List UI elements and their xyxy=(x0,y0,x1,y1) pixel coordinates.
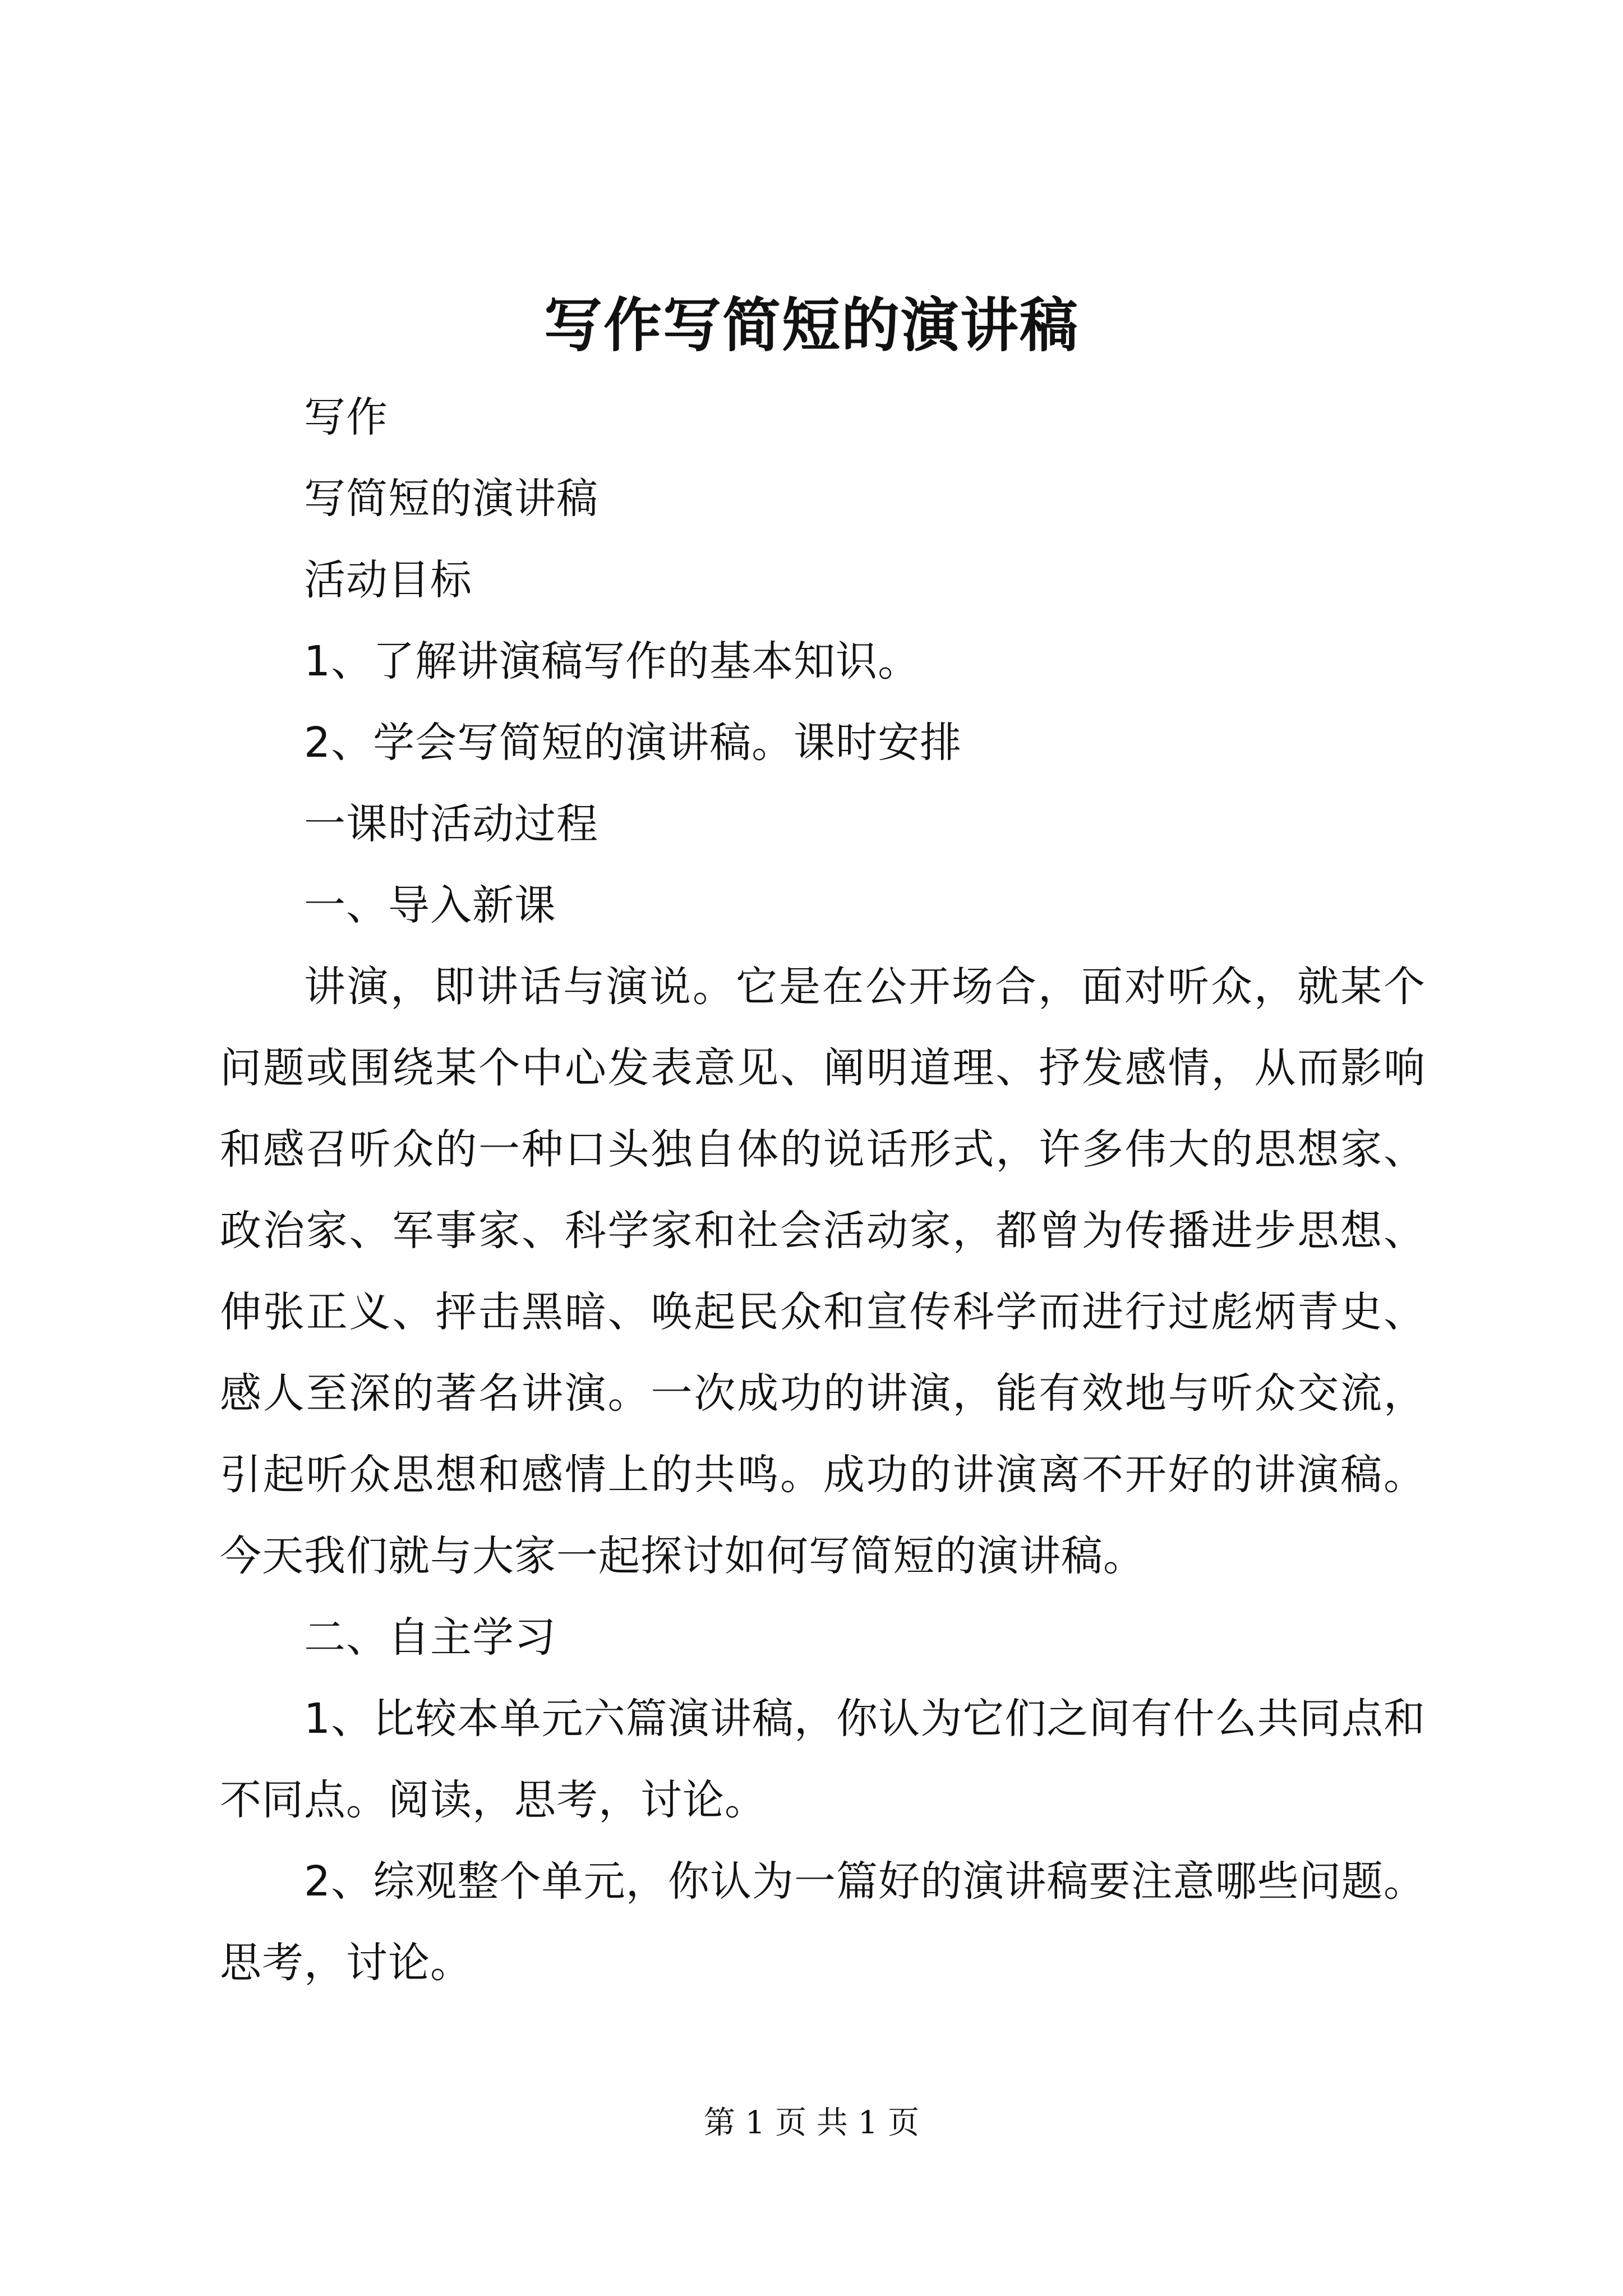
paragraph-task-2: 2、综观整个单元，你认为一篇好的演讲稿要注意哪些问题。思考，讨论。 xyxy=(220,1857,1426,1987)
text-line-topic: 写简短的演讲稿 xyxy=(304,475,598,523)
section-heading-intro: 一、导入新课 xyxy=(304,881,556,930)
section-heading-self-study: 二、自主学习 xyxy=(304,1613,556,1662)
text-line-goal-2: 2、学会写简短的演讲稿。课时安排 xyxy=(304,719,962,767)
text-line-process-heading: 一课时活动过程 xyxy=(304,800,598,848)
paragraph-intro: 讲演，即讲话与演说。它是在公开场合，面对听众，就某个问题或围绕某个中心发表意见、阐明道理、抒发感情，从而影响和感召听众的一种口头独自体的说话形式，许多伟大的思想家、政治家、军事家、科学家和社会活动家，都曾为传播进步思想、伸张正义、抨击黑暗、唤起民众和宣传科学而进行过彪炳青史、感人至深的著名讲演。一次成功的讲演，能有效地与听众交流，引起听众思想和感情上的共鸣。成功的讲演离不开好的讲演稿。今天我们就与大家一起探讨如何写简短的演讲稿。 xyxy=(220,963,1426,1580)
text-line-subject: 写作 xyxy=(304,393,388,441)
text-line-goals-heading: 活动目标 xyxy=(304,556,472,604)
document-body xyxy=(220,377,1426,2004)
document-title: 写作写简短的演讲稿 xyxy=(543,291,1079,360)
paragraph-task-1: 1、比较本单元六篇演讲稿，你认为它们之间有什么共同点和不同点。阅读，思考，讨论。 xyxy=(220,1695,1426,1824)
page-footer: 第 1 页 共 1 页 xyxy=(703,2105,920,2141)
text-line-goal-1: 1、了解讲演稿写作的基本知识。 xyxy=(304,637,920,685)
